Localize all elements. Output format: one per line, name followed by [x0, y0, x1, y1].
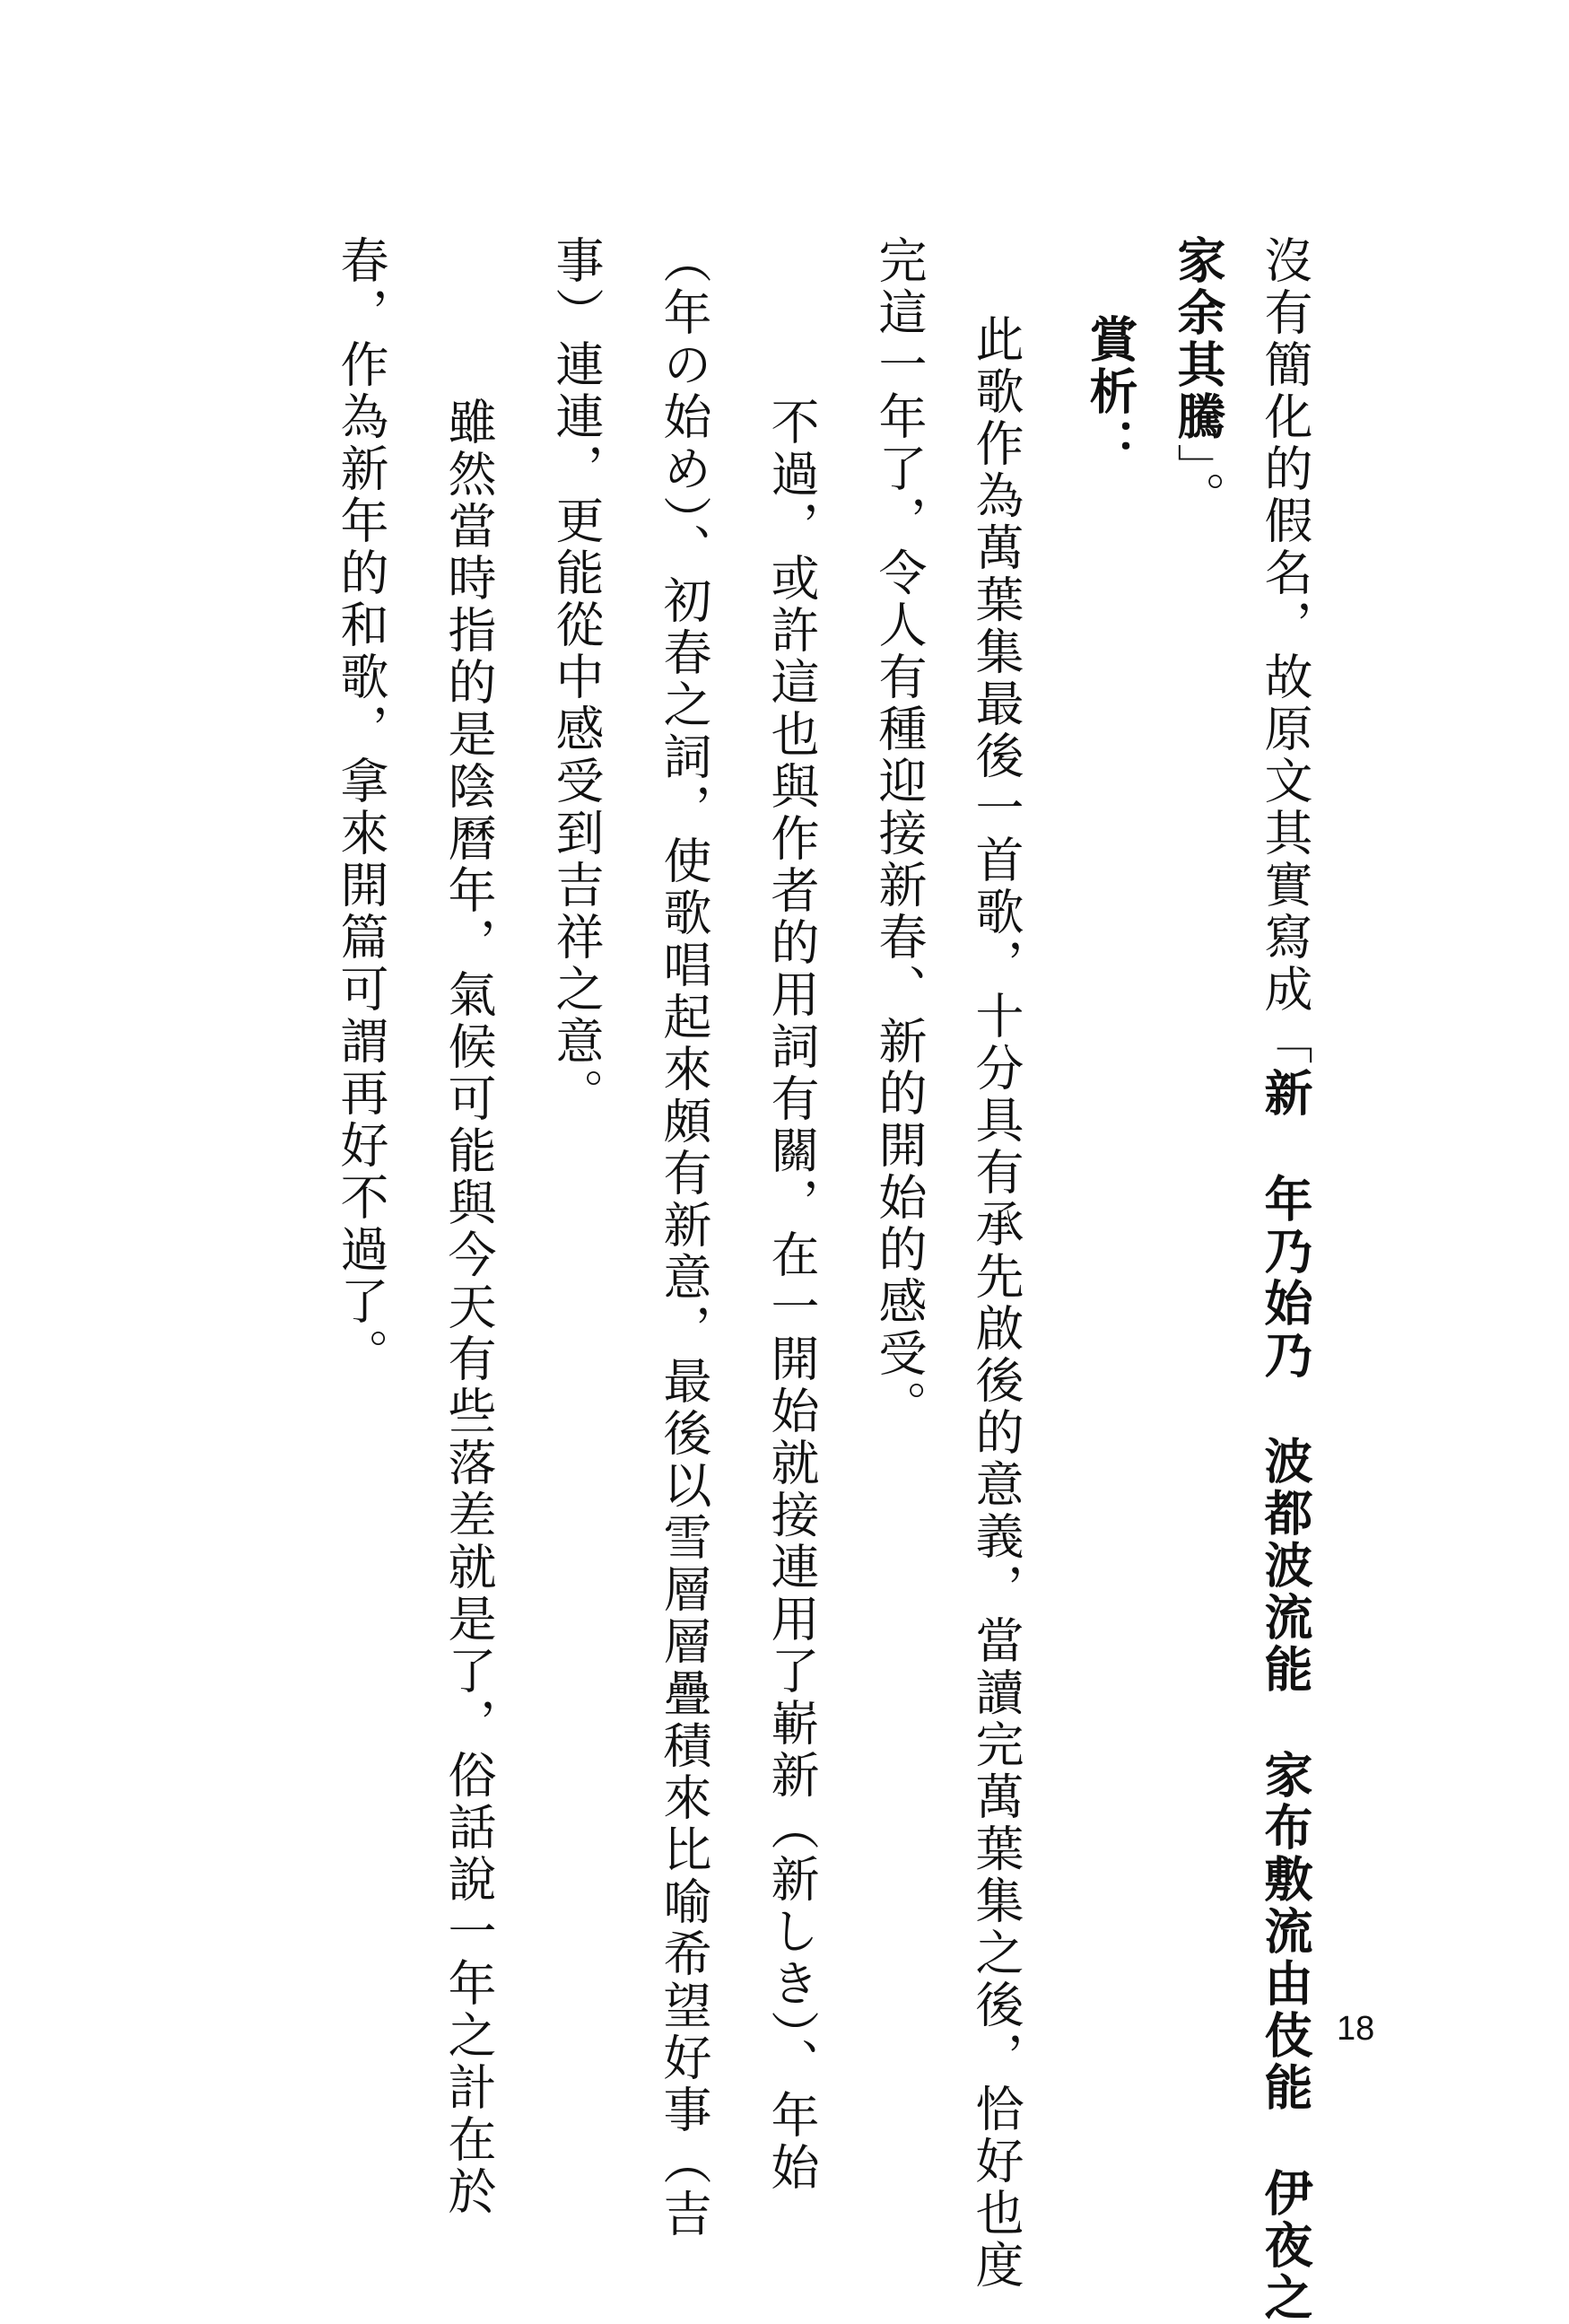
text-column-2 — [1169, 235, 1226, 523]
text-column-4: 此歌作為萬葉集最後一首歌，十分具有承先啟後的意義，當讀完萬葉集之後，恰好也度 — [968, 314, 1024, 2292]
text-column-5: 完這一年了，令人有種迎接新春、新的開始的感受。 — [871, 235, 928, 1432]
poem-text: 家布敷流由伎能 — [1257, 1750, 1313, 2114]
page-number: 18 — [1337, 2010, 1375, 2048]
poem-text: 年乃始乃 — [1257, 1174, 1313, 1382]
text-column-7: （年の始め）、初春之詞，使歌唱起來頗有新意，最後以雪層層疊積來比喻希望好事（吉 — [656, 235, 712, 2241]
poem-text: 波都波流能 — [1257, 1436, 1313, 1696]
poem-text: 新 — [1257, 1068, 1313, 1120]
text-column-10: 春，作為新年的和歌，拿來開篇可謂再好不過了。 — [333, 235, 389, 1380]
poem-text: 伊夜之 — [1257, 2168, 1313, 2324]
text-column-6: 不過，或許這也與作者的用詞有關，在一開始就接連用了嶄新（新しき）、年始 — [763, 397, 820, 2194]
text-column-1 — [1256, 235, 1313, 2324]
text-column-8: 事）連連，更能從中感受到吉祥之意。 — [548, 235, 605, 1120]
section-heading: 賞析： — [1082, 314, 1138, 470]
text-segment: 」。 — [1170, 443, 1226, 523]
poem-text: 家余其騰 — [1170, 235, 1226, 443]
text-column-9: 雖然當時指的是陰曆年，氣候可能與今天有些落差就是了，俗話說一年之計在於 — [440, 397, 497, 2218]
text-segment: 沒有簡化的假名，故原文其實寫成「 — [1257, 235, 1313, 1068]
